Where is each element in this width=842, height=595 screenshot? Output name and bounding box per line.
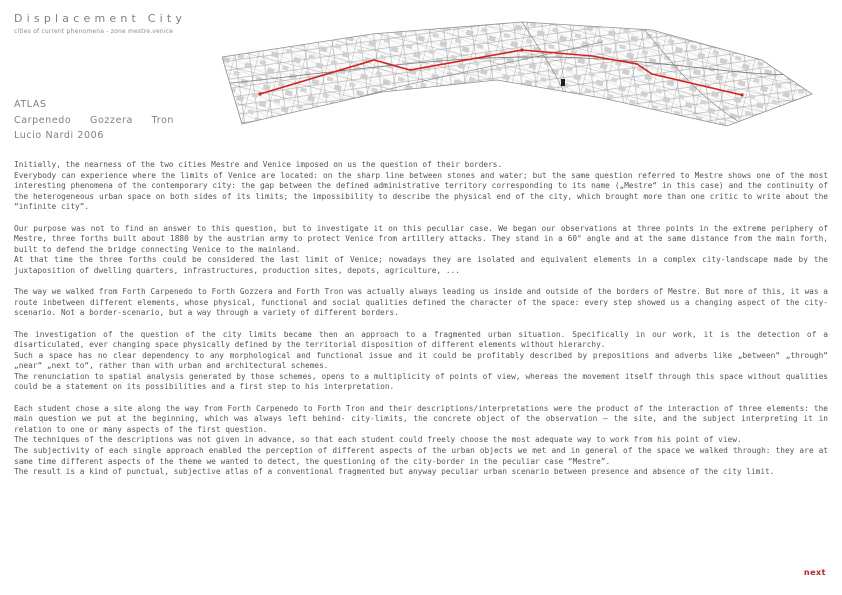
atlas-block bbox=[14, 97, 174, 144]
map-texture bbox=[222, 12, 822, 130]
paragraph: Everybody can experience where the limits of Venice are located: on the sharp line between stones and water; but the same question referred to Mestre shows one of the most interesting phenomena of the contemporary city: the gap between the defined administrative territory corresponding to its name („Mestre“ in this case) and the continuity of the heterogeneous urban space on both sides of its limits; the impossibility to describe the physical end of the city, which brought more than one critic to write about the “infinite city”. bbox=[14, 170, 828, 212]
article-body bbox=[14, 160, 828, 478]
paragraph-gap bbox=[14, 319, 828, 330]
paragraph: The renunciation to spatial analysis generated by those schemes, opens to a multiplicity of points of view, whereas the movement itself through this space without qualities could be a statement on its possibilities and a first step to his interpretation. bbox=[14, 371, 828, 392]
fort-tron: Tron bbox=[151, 114, 174, 126]
paragraph: Such a space has no clear dependency to any morphological and functional issue and it could be profitably described by prepositions and adverbs like „between“ „through“ „near“ „next to“, rather than with urban and architectural schemes. bbox=[14, 350, 828, 371]
fort-gozzera: Gozzera bbox=[90, 114, 133, 126]
paragraph: The investigation of the question of the city limits became then an approach to a fragmented urban situation. Specifically in our work, it is the detection of a disarticulated, ever changing space physically defined by the territorial disposition of different elements without hierarchy. bbox=[14, 329, 828, 350]
paragraph: The result is a kind of punctual, subjective atlas of a conventional fragmented but anyway peculiar urban scenario between presence and absence of the city limit. bbox=[14, 467, 775, 477]
paragraph: The subjectivity of each single approach enabled the perception of different aspects of the urban objects we met and in general of the space we walked through: they are at same time different aspects of the theme we wanted to detect, the questioning of the city-border in the peculiar case “Mestre”. bbox=[14, 446, 828, 466]
main-fort-marker bbox=[561, 79, 565, 86]
paragraph: Our purpose was not to find an answer to this question, but to investigate it on this peculiar case. We began our observations at three points in the extreme periphery of Mestre, three forths built about 1880 by the austrian army to protect Venice from artillery attacks. They stand in a 60° angle and at the same distance from the main forth, built to defend the bridge connecting Venice to the mainland. bbox=[14, 223, 828, 254]
stop-tron bbox=[740, 93, 743, 96]
paragraph-gap bbox=[14, 213, 828, 224]
paragraph: Each student chose a site along the way from Forth Carpenedo to Forth Tron and their descriptions/interpretations were the product of the interaction of three elements: the main question we put at the beginning, which was always left behind- city-limits, the concrete object of the observation – the site, and the subject interpreting it in relation to one or many aspects of the first question. bbox=[14, 403, 828, 434]
next-link[interactable]: next bbox=[803, 568, 826, 577]
page-title: Displacement City bbox=[14, 12, 187, 25]
atlas-author: Lucio Nardi 2006 bbox=[14, 130, 104, 141]
forts-row bbox=[14, 113, 174, 129]
paragraph: Initially, the nearness of the two cities Mestre and Venice imposed on us the question of their borders. bbox=[14, 160, 503, 169]
atlas-heading: ATLAS bbox=[14, 99, 47, 110]
paragraph-gap bbox=[14, 277, 828, 288]
paragraph: At that time the three forths could be considered the last limit of Venice; nowadays they are isolated and equivalent elements in a complex city-landscape made by the juxtaposition of dwelling quarters, infrastructures, production sites, depots, agriculture, ... bbox=[14, 255, 828, 275]
paragraph-gap bbox=[14, 393, 828, 404]
paragraph: The way we walked from Forth Carpenedo to Forth Gozzera and Forth Tron was actually always leading us inside and outside of the borders of Mestre. But more of this, it was a route inbetween different elements, whose physical, functional and social qualities defined the character of the space: every step showed us a changing aspect of the city-scenario. Not a border-scenario, but a way through a variety of different borders. bbox=[14, 287, 828, 318]
stop-carpenedo bbox=[258, 92, 261, 95]
paragraph: The techniques of the descriptions was not given in advance, so that each student could freely choose the most adequate way to work from his point of view. bbox=[14, 435, 742, 445]
fort-carpenedo: Carpenedo bbox=[14, 114, 72, 126]
stop-gozzera bbox=[520, 48, 523, 51]
route-map bbox=[222, 12, 822, 130]
page-subtitle: cities of current phenomena - zone mestre.venice bbox=[14, 28, 174, 35]
